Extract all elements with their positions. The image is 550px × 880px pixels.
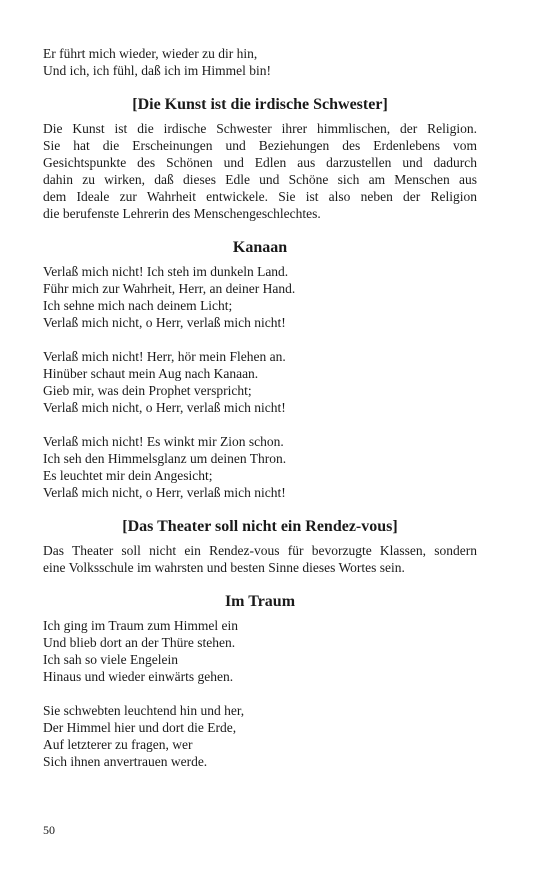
prose-paragraph-theater [43, 542, 477, 576]
verse-line: Er führt mich wieder, wieder zu dir hin, [43, 46, 258, 61]
verse-line: Ich sehne mich nach deinem Licht; [43, 298, 233, 313]
verse-line: Hinüber schaut mein Aug nach Kanaan. [43, 366, 259, 381]
verse-line: Verlaß mich nicht, o Herr, verlaß mich nicht! [43, 315, 286, 330]
page-number: 50 [43, 823, 55, 837]
section-heading-traum: Im Traum [224, 593, 296, 610]
verse-line: Ich ging im Traum zum Himmel ein [43, 618, 238, 633]
verse-line: Es leuchtet mir dein Angesicht; [43, 468, 213, 483]
verse-line: Und ich, ich fühl, daß ich im Himmel bin! [43, 63, 271, 78]
verse-line: Sich ihnen anvertrauen werde. [43, 754, 208, 769]
verse-line: Verlaß mich nicht! Ich steh im dunkeln Land. [43, 264, 289, 279]
kanaan-stanza [43, 263, 477, 331]
prose-line: Gesichtspunkte des Schönen und Edlen aus darzustellen und dadurch [43, 155, 477, 170]
section-heading-kunst: [Die Kunst ist die irdische Schwester] [132, 96, 388, 113]
verse-line: Sie schwebten leuchtend hin und her, [43, 703, 245, 718]
prose-line: Sie hat die Erscheinungen und Beziehungen des Erdenlebens vom [43, 138, 477, 153]
verse-line: Gieb mir, was dein Prophet verspricht; [43, 383, 252, 398]
prose-line: dem Ideale zur Wahrheit entwickele. Sie ist also neben der Religion [43, 189, 477, 204]
verse-line: Der Himmel hier und dort die Erde, [43, 720, 237, 735]
prose-line: dahin zu wirken, daß dieses Edle und Schöne sich am Menschen aus [43, 172, 477, 187]
opening-stanza [43, 45, 477, 79]
verse-line: Und blieb dort an der Thüre stehen. [43, 635, 236, 650]
prose-paragraph-kunst [43, 120, 477, 222]
prose-line: die berufenste Lehrerin des Menschengeschlechtes. [43, 206, 321, 221]
kanaan-stanza [43, 348, 477, 416]
verse-line: Verlaß mich nicht, o Herr, verlaß mich nicht! [43, 400, 286, 415]
traum-stanza [43, 617, 477, 685]
prose-line: Die Kunst ist die irdische Schwester ihrer himmlischen, der Religion. [43, 121, 477, 136]
section-heading-kanaan: Kanaan [232, 239, 288, 256]
prose-line: Das Theater soll nicht ein Rendez-vous für bevorzugte Klassen, sondern [43, 543, 477, 558]
traum-stanza [43, 702, 477, 770]
kanaan-stanza [43, 433, 477, 501]
book-page [43, 45, 477, 770]
verse-line: Verlaß mich nicht! Herr, hör mein Flehen an. [43, 349, 286, 364]
verse-line: Auf letzterer zu fragen, wer [43, 737, 193, 752]
verse-line: Verlaß mich nicht! Es winkt mir Zion schon. [43, 434, 284, 449]
verse-line: Ich seh den Himmelsglanz um deinen Thron. [43, 451, 287, 466]
verse-line: Ich sah so viele Engelein [43, 652, 178, 667]
verse-line: Führ mich zur Wahrheit, Herr, an deiner Hand. [43, 281, 296, 296]
verse-line: Hinaus und wieder einwärts gehen. [43, 669, 234, 684]
verse-line: Verlaß mich nicht, o Herr, verlaß mich nicht! [43, 485, 286, 500]
prose-line: eine Volksschule im wahrsten und besten Sinne dieses Wortes sein. [43, 560, 405, 575]
section-heading-theater: [Das Theater soll nicht ein Rendez-vous] [122, 518, 398, 535]
